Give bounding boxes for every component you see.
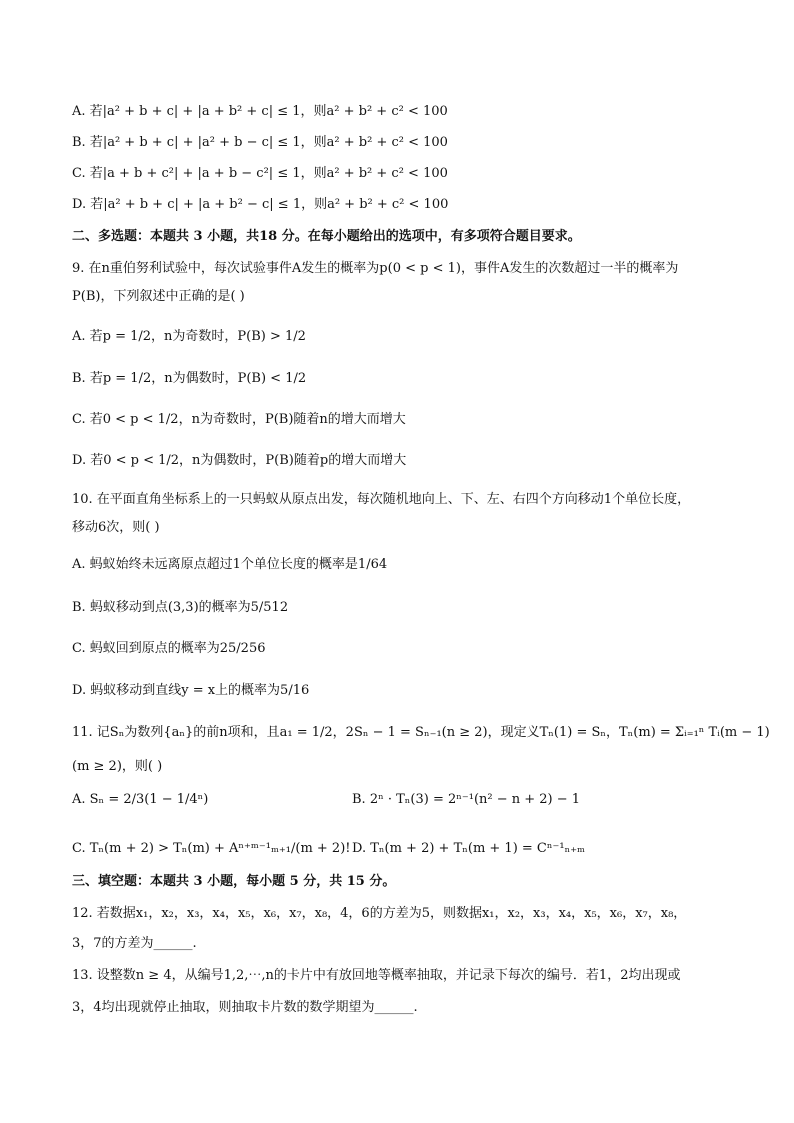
q13-stem-line1: 13. 设整数n ≥ 4，从编号1,2,⋯,n的卡片中有放回地等概率抽取，并记录下每次的编号．若1，2均出现或: [72, 968, 681, 983]
q11-option-d: D. Tₙ(m + 2) + Tₙ(m + 1) = Cⁿ⁻¹ₙ₊ₘ: [352, 841, 586, 856]
q11-stem-line2: (m ≥ 2)，则( ): [72, 759, 163, 774]
q11-option-b: B. 2ⁿ · Tₙ(3) = 2ⁿ⁻¹(n² − n + 2) − 1: [352, 792, 581, 807]
q9-stem-line2: P(B)，下列叙述中正确的是( ): [72, 289, 245, 304]
q8-option-c: C. 若|a + b + c²| + |a + b − c²| ≤ 1，则a² + b² + c² < 100: [72, 166, 448, 181]
q10-stem-line1: 10. 在平面直角坐标系上的一只蚂蚁从原点出发，每次随机地向上、下、左、右四个方向移动1个单位长度，: [72, 492, 691, 507]
q10-option-a: A. 蚂蚁始终未远离原点超过1个单位长度的概率是1/64: [72, 557, 388, 572]
q9-stem-line1: 9. 在n重伯努利试验中，每次试验事件A发生的概率为p(0 < p < 1)，事件A发生的次数超过一半的概率为: [72, 261, 679, 276]
q8-option-b: B. 若|a² + b + c| + |a² + b − c| ≤ 1，则a² + b² + c² < 100: [72, 135, 448, 150]
q11-option-c: C. Tₙ(m + 2) > Tₙ(m) + Aⁿ⁺ᵐ⁻¹ₘ₊₁/(m + 2)!: [72, 841, 351, 856]
q9-option-c: C. 若0 < p < 1/2，n为奇数时，P(B)随着n的增大而增大: [72, 412, 406, 427]
q9-option-a: A. 若p = 1/2，n为奇数时，P(B) > 1/2: [72, 329, 306, 344]
q9-option-d: D. 若0 < p < 1/2，n为偶数时，P(B)随着p的增大而增大: [72, 453, 407, 468]
q13-stem-line2: 3，4均出现就停止抽取，则抽取卡片数的数学期望为______.: [72, 1000, 418, 1015]
q12-stem-line2: 3，7的方差为______.: [72, 936, 197, 951]
section-3-title: 三、填空题：本题共 3 小题，每小题 5 分，共 15 分。: [72, 874, 396, 889]
q8-option-d: D. 若|a² + b + c| + |a + b² − c| ≤ 1，则a² + b² + c² < 100: [72, 197, 449, 212]
q10-option-b: B. 蚂蚁移动到点(3,3)的概率为5/512: [72, 600, 289, 615]
q11-option-a: A. Sₙ = 2/3(1 − 1/4ⁿ): [72, 792, 209, 807]
q9-option-b: B. 若p = 1/2，n为偶数时，P(B) < 1/2: [72, 371, 307, 386]
q11-stem-line1: 11. 记Sₙ为数列{aₙ}的前n项和，且a₁ = 1/2，2Sₙ − 1 = Sₙ₋₁(n ≥ 2)，现定义Tₙ(1) = Sₙ，Tₙ(m) = Σᵢ₌₁ⁿ Tᵢ(m − 1): [72, 725, 770, 740]
q10-stem-line2: 移动6次，则( ): [72, 520, 160, 535]
section-2-title: 二、多选题：本题共 3 小题，共18 分。在每小题给出的选项中，有多项符合题目要求。: [72, 229, 581, 244]
q12-stem-line1: 12. 若数据x₁，x₂，x₃，x₄，x₅，x₆，x₇，x₈，4，6的方差为5，则数据x₁，x₂，x₃，x₄，x₅，x₆，x₇，x₈，: [72, 906, 687, 921]
q10-option-c: C. 蚂蚁回到原点的概率为25/256: [72, 641, 266, 656]
q10-option-d: D. 蚂蚁移动到直线y = x上的概率为5/16: [72, 683, 310, 698]
q8-option-a: A. 若|a² + b + c| + |a + b² + c| ≤ 1，则a² + b² + c² < 100: [72, 104, 448, 119]
